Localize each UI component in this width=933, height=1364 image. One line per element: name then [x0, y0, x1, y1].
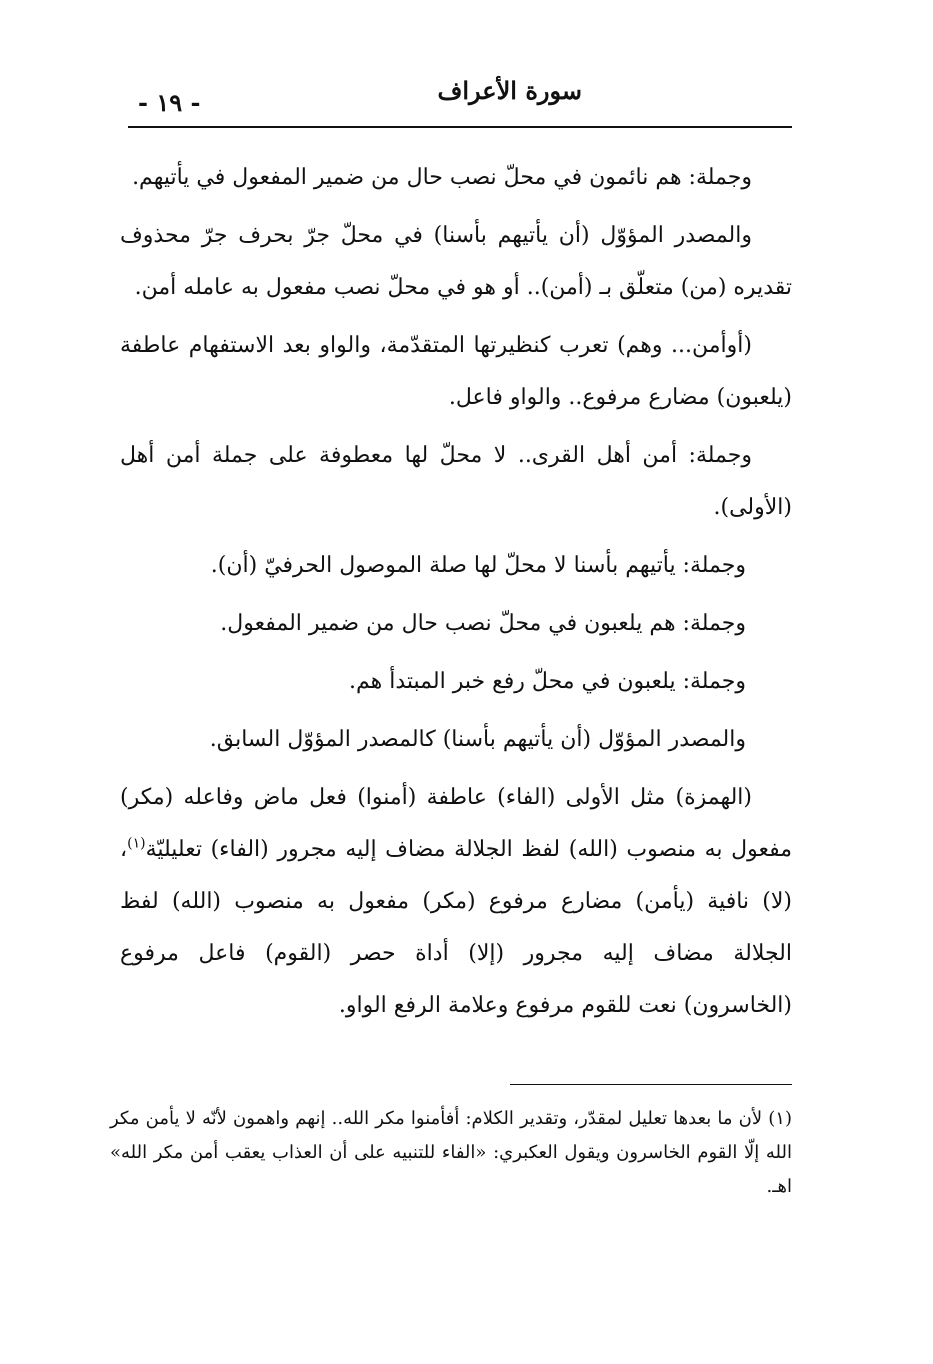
main-text [120, 152, 792, 1038]
paragraph-9 [120, 772, 792, 1032]
paragraph-8: والمصدر المؤوّل (أن يأتيهم بأسنا) كالمصدر المؤوّل السابق. [209, 727, 746, 752]
footnotes [110, 1102, 792, 1204]
paragraph-5: وجملة: يأتيهم بأسنا لا محلّ لها صلة الموصول الحرفيّ (أن). [210, 553, 746, 578]
surah-title: سورة الأعراف [437, 76, 582, 105]
paragraph-6: وجملة: هم يلعبون في محلّ نصب حال من ضمير المفعول. [220, 611, 746, 636]
page-header [128, 76, 792, 126]
footnote-reference[interactable]: (١) [127, 835, 146, 852]
paragraph-1: وجملة: هم نائمون في محلّ نصب حال من ضمير المفعول في يأتيهم. [132, 165, 752, 190]
footnote-divider [510, 1084, 792, 1085]
paragraph-7: وجملة: يلعبون في محلّ رفع خبر المبتدأ هم. [349, 669, 746, 694]
paragraph-3: (أوأمن... وهم) تعرب كنظيرتها المتقدّمة، والواو بعد الاستفهام عاطفة (يلعبون) مضارع مرفوع.. والواو فاعل. [120, 333, 792, 410]
paragraph-9-part-2: ، (لا) نافية (يأمن) مضارع مرفوع (مكر) مفعول به منصوب (الله) لفظ الجلالة مضاف إليه مجرور (إلا) أداة حصر (القوم) فاعل مرفوع (الخاسرون) نعت للقوم مرفوع وعلامة الرفع الواو. [120, 837, 792, 1018]
paragraph-2: والمصدر المؤوّل (أن يأتيهم بأسنا) في محلّ جرّ بحرف جرّ محذوف تقديره (من) متعلّق بـ (أمن).. أو هو في محلّ نصب مفعول به عامله أمن. [120, 223, 792, 300]
page-number: - ١٩ - [138, 88, 201, 117]
paragraph-9-part-1: (الهمزة) مثل الأولى (الفاء) عاطفة (أمنوا) فعل ماض وفاعله (مكر) مفعول به منصوب (الله) لفظ الجلالة مضاف إليه مجرور (الفاء) تعليليّة [120, 785, 792, 862]
footnote-1: (١) لأن ما بعدها تعليل لمقدّر، وتقدير الكلام: أفأمنوا مكر الله.. إنهم واهمون لأنّه لا يأمن مكر الله إلّا القوم الخاسرون ويقول العكبري: «الفاء للتنبيه على أن العذاب يعقب أمن مكر الله» اهـ. [110, 1108, 792, 1197]
header-divider [128, 126, 792, 128]
paragraph-4: وجملة: أمن أهل القرى.. لا محلّ لها معطوفة على جملة أمن أهل (الأولى). [120, 443, 792, 520]
